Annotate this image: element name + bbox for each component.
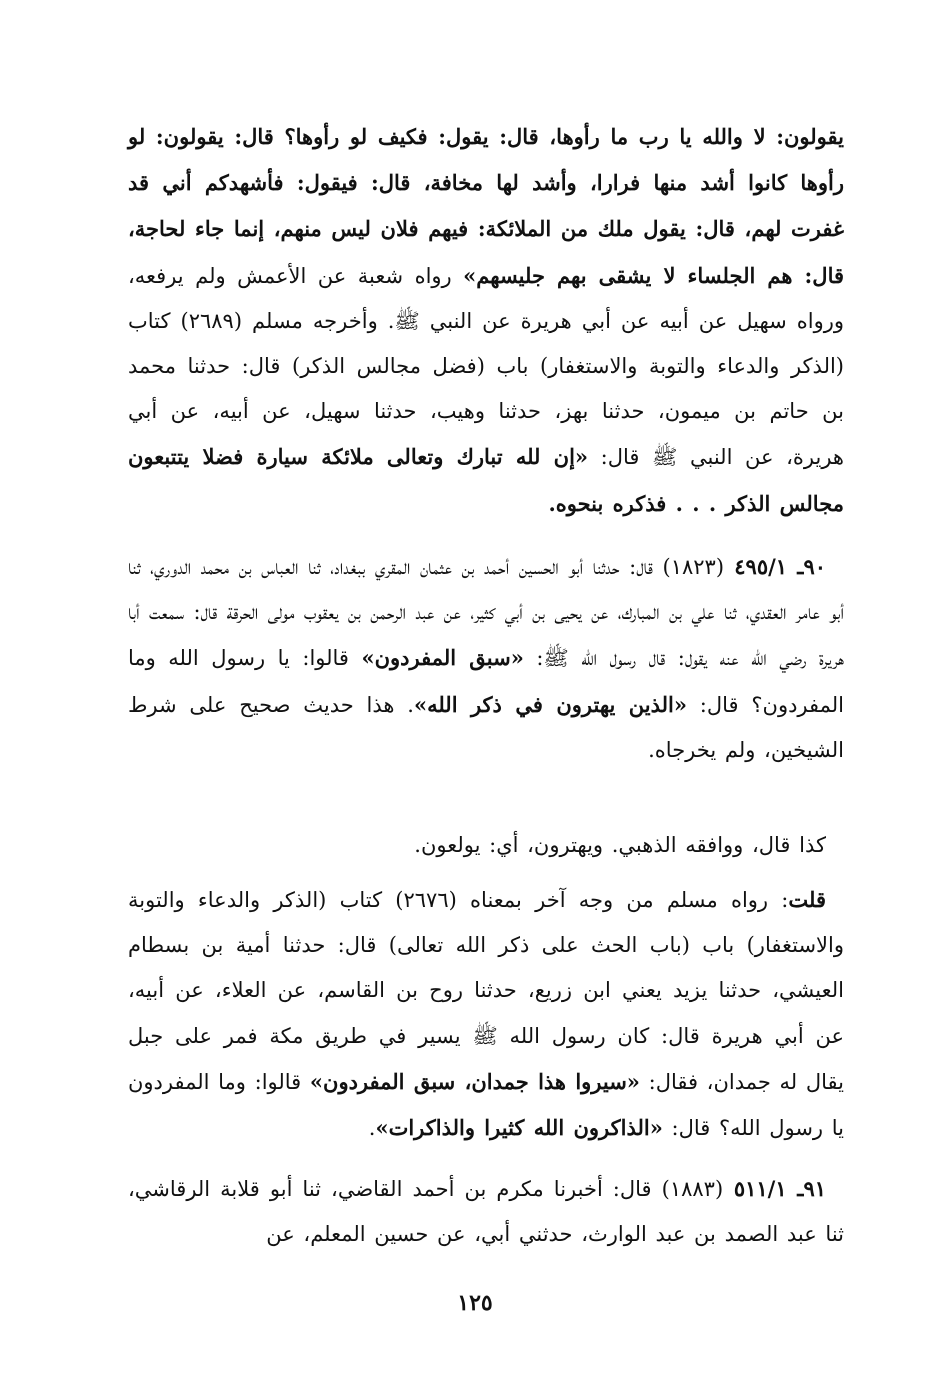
hadith-text-bold: «الذاكرون الله كثيرا والذاكرات»	[375, 1115, 663, 1141]
narration-text: قالوا: وما المفردون يا رسول الله؟ قال:	[127, 1069, 844, 1141]
qultu-label: قلت	[788, 887, 826, 912]
grading-text: . هذا حديث صحيح على شرط الشيخين، ولم يخرجاه.	[128, 692, 844, 762]
hadith-text-bold: «سيروا هذا جمدان، سبق المفردون»	[309, 1068, 640, 1094]
hadith-text-bold: «إن لله تبارك وتعالى ملائكة سيارة فضلا يتتبعون مجالس الذكر . . . فذكره بنحوه.	[128, 444, 844, 516]
punctuation: .	[368, 1116, 376, 1141]
paragraph-hadith-91	[128, 1166, 844, 1257]
hadith-number: ٩٠ـ ٤٩٥/١	[724, 554, 826, 579]
note-text: كذا قال، ووافقه الذهبي. ويهترون، أي: يولعون.	[414, 833, 826, 857]
isnad-text: (١٨٨٣) قال: أخبرنا مكرم بن أحمد القاضي، ثنا أبو قلابة الرقاشي، ثنا عبد الصمد بن عبد الوارث، حدثني أبي، عن حسين المعلم، عن	[128, 1177, 844, 1247]
hadith-text-bold: «سبق المفردون»	[361, 645, 524, 671]
paragraph-dhahabi-note	[128, 823, 844, 868]
isnad-text: (١٨٢٣) قال: حدثنا أبو الحسين أحمد بن عثمان المقري ببغداد، ثنا العباس بن محمد الدوري، ثنا أبو عامر العقدي، ثنا علي بن المبارك، عن يحيى بن أبي كثير، عن عبد الرحمن بن يعقوب مولى الحرقة قال: سمعت أبا هريرة رضي الله عنه يقول: قال رسول الله ﷺ:	[128, 555, 844, 671]
page-number: ١٢٥	[457, 1290, 493, 1316]
commentary-text: رواه شعبة عن الأعمش ولم يرفعه، ورواه سهيل عن أبيه عن أبي هريرة عن النبي ﷺ. وأخرجه مسلم (٢٦٨٩) كتاب (الذكر والدعاء والتوبة والاستغفار) باب (فضل مجالس الذكر) قال: حدثنا محمد بن حاتم بن ميمون، حدثنا بهز، حدثنا وهيب، حدثنا سهيل، عن أبيه، عن أبي هريرة، عن النبي ﷺ قال:	[128, 263, 845, 470]
hadith-text-bold: يقولون: لا والله يا رب ما رأوها، قال: يقول: فكيف لو رأوها؟ قال: يقولون: لو رأوها كانوا أشد منها فرارا، وأشد لها مخافة، قال: فيقول: فأشهدكم أني قد غفرت لهم، قال: يقول ملك من الملائكة: فيهم فلان ليس منهم، إنما جاء لحاجة، قال: هم الجلساء لا يشقى بهم جليسهم»	[128, 124, 844, 288]
isnad-text: : رواه مسلم من وجه آخر بمعناه (٢٦٧٦) كتاب (الذكر والدعاء والتوبة والاستغفار) باب (باب الحث على ذكر الله تعالى) قال: حدثنا أمية بن بسطام العيشي، حدثنا يزيد يعني ابن زريع، حدثنا روح بن القاسم، عن العلاء، عن أبيه، عن أبي هريرة قال: كان رسول الله ﷺ يسير في طريق مكة فمر على جبل يقال له جمدان، فقال:	[128, 888, 844, 1094]
paragraph-hadith-continuation	[128, 114, 844, 527]
narration-text: قالوا: يا رسول الله وما المفردون؟ قال:	[128, 646, 845, 717]
paragraph-qultu	[128, 877, 844, 1151]
hadith-text-bold: «الذين يهترون في ذكر الله»	[413, 691, 687, 717]
paragraph-hadith-90	[128, 544, 844, 773]
hadith-number: ٩١ـ ٥١١/١	[723, 1176, 826, 1201]
